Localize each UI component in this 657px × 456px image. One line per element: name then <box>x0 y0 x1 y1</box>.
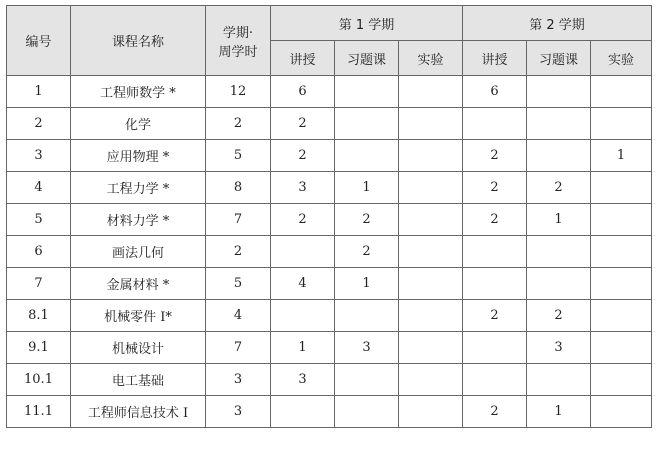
cell-t2-exercise: 2 <box>527 172 591 204</box>
header-course-name: 课程名称 <box>71 6 206 76</box>
cell-id: 4 <box>7 172 71 204</box>
cell-t2-lecture <box>463 364 527 396</box>
cell-t1-lecture <box>271 300 335 332</box>
header-t2-lab: 实验 <box>591 41 652 76</box>
cell-t1-lab <box>399 332 463 364</box>
cell-course-name: 机械设计 <box>71 332 206 364</box>
cell-t1-lab <box>399 236 463 268</box>
cell-t2-exercise: 3 <box>527 332 591 364</box>
cell-t2-lecture: 2 <box>463 172 527 204</box>
cell-t2-lab <box>591 268 652 300</box>
cell-t2-lab <box>591 108 652 140</box>
cell-t2-lab <box>591 236 652 268</box>
course-schedule-table <box>6 5 652 428</box>
cell-course-name: 画法几何 <box>71 236 206 268</box>
cell-weekly-hours: 7 <box>206 204 271 236</box>
cell-t2-lecture <box>463 236 527 268</box>
cell-t2-exercise <box>527 364 591 396</box>
cell-t1-exercise: 1 <box>335 268 399 300</box>
header-id: 编号 <box>7 6 71 76</box>
header-row-1 <box>7 6 652 41</box>
cell-weekly-hours: 3 <box>206 396 271 428</box>
cell-weekly-hours: 12 <box>206 76 271 108</box>
cell-t1-lab <box>399 364 463 396</box>
header-t2-lecture: 讲授 <box>463 41 527 76</box>
cell-t2-lab <box>591 364 652 396</box>
table-row <box>7 236 652 268</box>
header-t1-exercise: 习题课 <box>335 41 399 76</box>
cell-t2-exercise: 1 <box>527 396 591 428</box>
cell-id: 2 <box>7 108 71 140</box>
cell-weekly-hours: 2 <box>206 236 271 268</box>
cell-t1-exercise <box>335 364 399 396</box>
cell-course-name: 工程力学 * <box>71 172 206 204</box>
cell-course-name: 金属材料 * <box>71 268 206 300</box>
table-row <box>7 332 652 364</box>
cell-t1-exercise <box>335 108 399 140</box>
cell-weekly-hours: 4 <box>206 300 271 332</box>
course-schedule-table-wrapper <box>6 5 652 428</box>
cell-t2-lecture: 6 <box>463 76 527 108</box>
cell-t1-exercise: 3 <box>335 332 399 364</box>
cell-course-name: 化学 <box>71 108 206 140</box>
cell-course-name: 机械零件 I* <box>71 300 206 332</box>
cell-t1-lab <box>399 204 463 236</box>
cell-t2-lab: 1 <box>591 140 652 172</box>
cell-t2-lab <box>591 396 652 428</box>
cell-course-name: 电工基础 <box>71 364 206 396</box>
cell-t2-exercise: 1 <box>527 204 591 236</box>
table-row <box>7 396 652 428</box>
cell-id: 11.1 <box>7 396 71 428</box>
table-row <box>7 204 652 236</box>
table-row <box>7 76 652 108</box>
cell-t1-lab <box>399 172 463 204</box>
cell-t1-lecture: 2 <box>271 204 335 236</box>
cell-weekly-hours: 2 <box>206 108 271 140</box>
cell-t1-lecture: 2 <box>271 140 335 172</box>
cell-t2-lecture <box>463 268 527 300</box>
header-weekly-hours <box>206 6 271 76</box>
cell-t2-lecture: 2 <box>463 300 527 332</box>
cell-t1-lab <box>399 108 463 140</box>
cell-course-name: 工程师信息技术 I <box>71 396 206 428</box>
table-row <box>7 108 652 140</box>
cell-weekly-hours: 8 <box>206 172 271 204</box>
cell-t2-lecture: 2 <box>463 140 527 172</box>
cell-t2-lecture <box>463 332 527 364</box>
cell-t1-lecture: 3 <box>271 364 335 396</box>
cell-t1-lab <box>399 268 463 300</box>
cell-t1-lab <box>399 140 463 172</box>
table-row <box>7 364 652 396</box>
cell-t1-exercise <box>335 76 399 108</box>
cell-t1-exercise <box>335 140 399 172</box>
cell-t2-lab <box>591 204 652 236</box>
cell-weekly-hours: 3 <box>206 364 271 396</box>
cell-t1-lecture: 6 <box>271 76 335 108</box>
cell-t1-lab <box>399 396 463 428</box>
header-t1-lab: 实验 <box>399 41 463 76</box>
cell-t1-exercise: 2 <box>335 204 399 236</box>
cell-id: 3 <box>7 140 71 172</box>
cell-t2-exercise <box>527 140 591 172</box>
cell-t2-lecture: 2 <box>463 204 527 236</box>
cell-course-name: 工程师数学 * <box>71 76 206 108</box>
cell-t1-exercise: 2 <box>335 236 399 268</box>
cell-t1-lecture: 3 <box>271 172 335 204</box>
cell-t2-lab <box>591 76 652 108</box>
table-row <box>7 268 652 300</box>
cell-id: 7 <box>7 268 71 300</box>
cell-t1-exercise: 1 <box>335 172 399 204</box>
cell-weekly-hours: 7 <box>206 332 271 364</box>
cell-t1-lecture: 4 <box>271 268 335 300</box>
cell-t1-exercise <box>335 300 399 332</box>
header-hours-line1: 学期· <box>222 25 254 41</box>
cell-course-name: 材料力学 * <box>71 204 206 236</box>
cell-t2-lab <box>591 332 652 364</box>
table-header <box>7 6 652 76</box>
cell-t1-lecture <box>271 396 335 428</box>
header-term-2: 第 2 学期 <box>463 6 652 41</box>
cell-id: 9.1 <box>7 332 71 364</box>
cell-t2-lab <box>591 172 652 204</box>
cell-course-name: 应用物理 * <box>71 140 206 172</box>
header-t2-exercise: 习题课 <box>527 41 591 76</box>
cell-id: 5 <box>7 204 71 236</box>
cell-t1-lab <box>399 76 463 108</box>
header-term-1: 第 1 学期 <box>271 6 463 41</box>
cell-id: 1 <box>7 76 71 108</box>
cell-t2-lecture: 2 <box>463 396 527 428</box>
header-hours-line2: 周学时 <box>218 44 258 60</box>
cell-t1-lecture: 2 <box>271 108 335 140</box>
cell-t1-lab <box>399 300 463 332</box>
cell-t2-lecture <box>463 108 527 140</box>
table-body <box>7 76 652 428</box>
cell-t2-lab <box>591 300 652 332</box>
cell-t2-exercise <box>527 76 591 108</box>
table-row <box>7 300 652 332</box>
cell-id: 6 <box>7 236 71 268</box>
cell-weekly-hours: 5 <box>206 268 271 300</box>
cell-id: 10.1 <box>7 364 71 396</box>
table-row <box>7 172 652 204</box>
table-row <box>7 140 652 172</box>
cell-id: 8.1 <box>7 300 71 332</box>
cell-t2-exercise: 2 <box>527 300 591 332</box>
cell-t2-exercise <box>527 236 591 268</box>
cell-t1-lecture <box>271 236 335 268</box>
cell-t2-exercise <box>527 268 591 300</box>
cell-t1-exercise <box>335 396 399 428</box>
cell-weekly-hours: 5 <box>206 140 271 172</box>
header-t1-lecture: 讲授 <box>271 41 335 76</box>
cell-t2-exercise <box>527 108 591 140</box>
cell-t1-lecture: 1 <box>271 332 335 364</box>
